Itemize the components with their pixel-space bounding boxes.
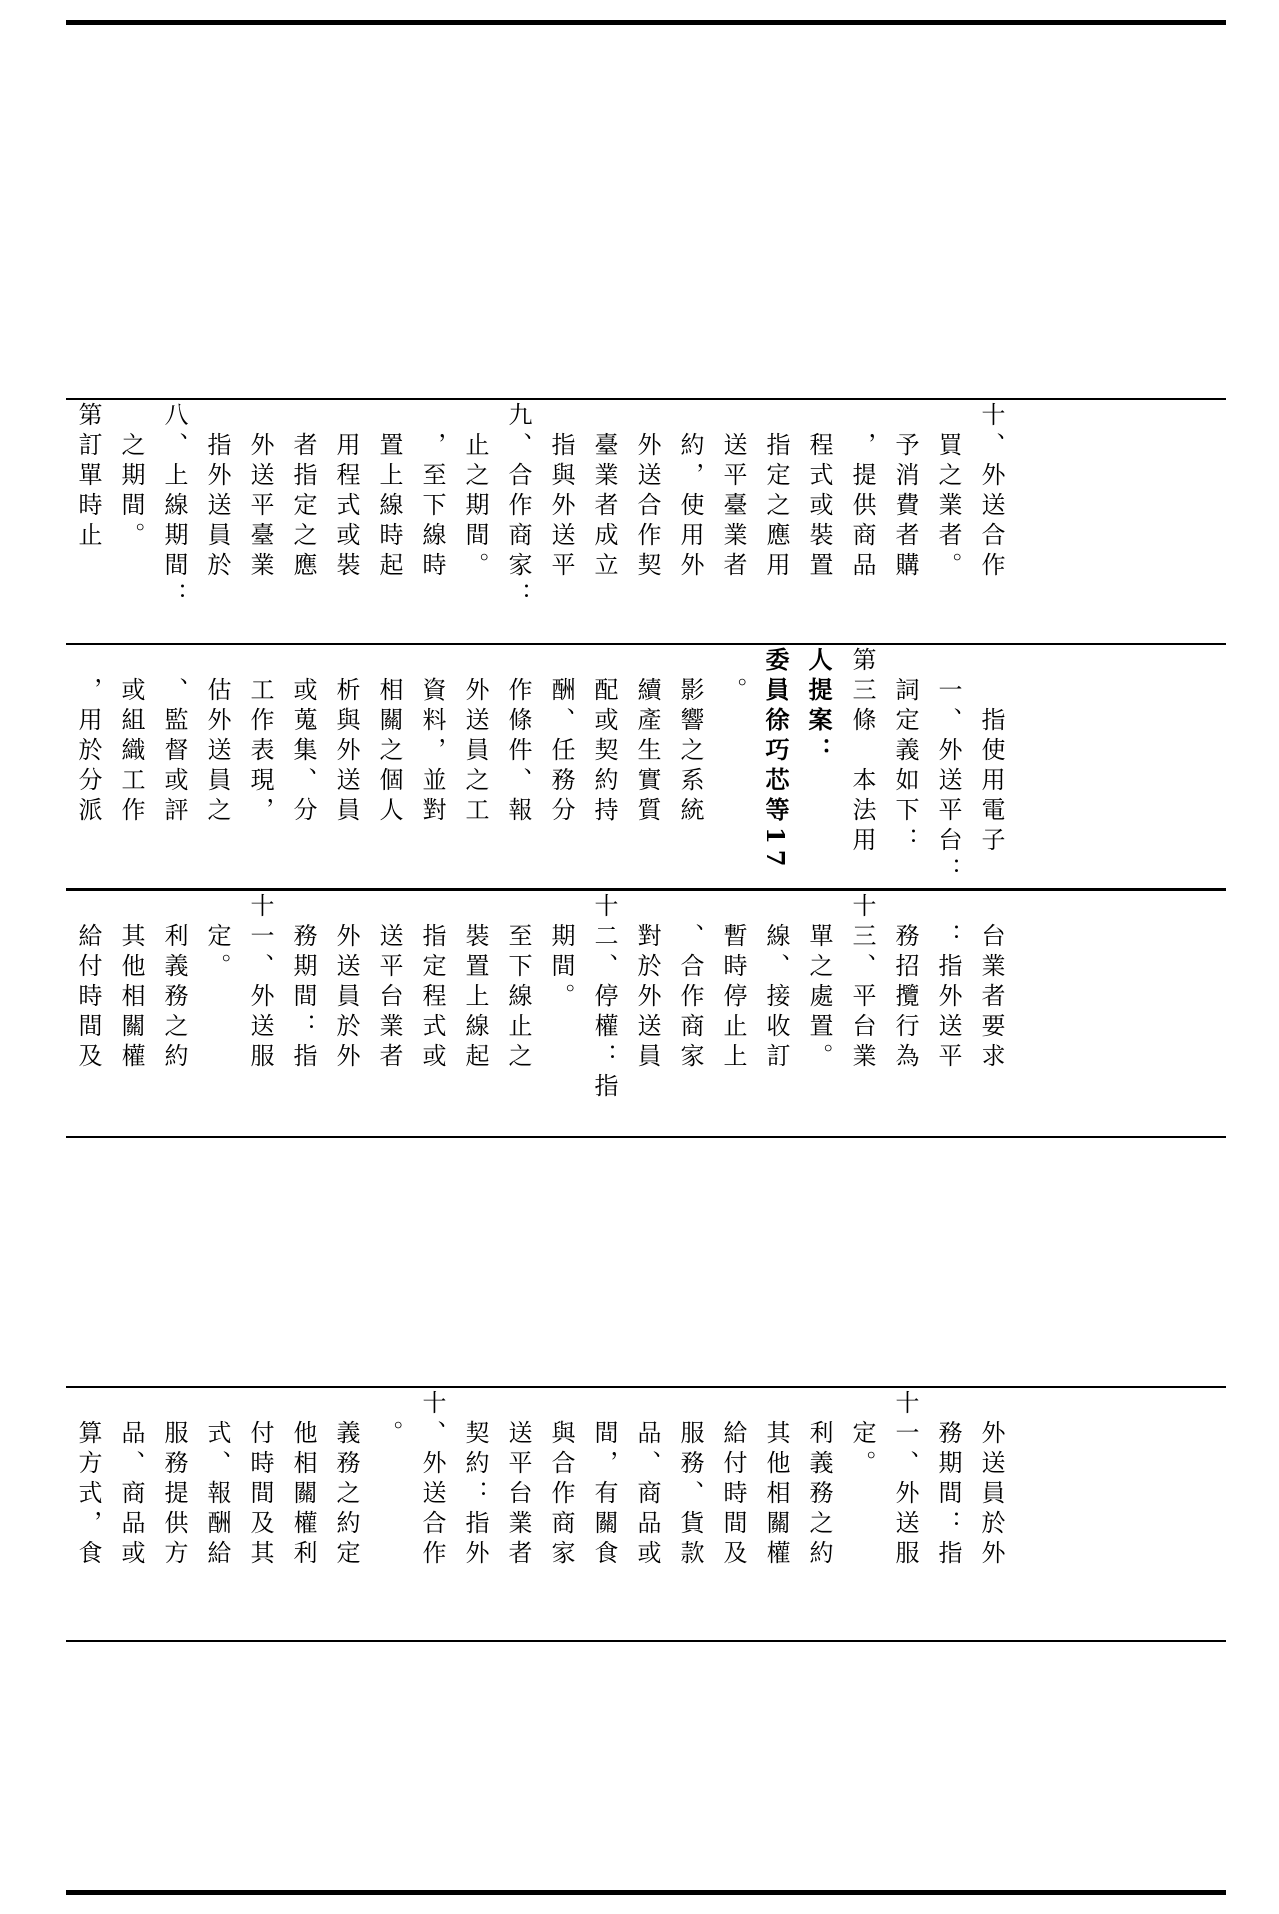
table-cell-definitions-11-13 <box>66 893 1226 1133</box>
table-cell-definitions-10-11 <box>66 1390 1226 1630</box>
text-column: 資料，並對 <box>418 647 446 827</box>
text-column: 工作表現， <box>246 647 274 827</box>
text-column: 裝置上線起 <box>461 893 489 1073</box>
text-column: ，至下線時 <box>418 402 446 582</box>
text-column: 義務之約定 <box>332 1390 360 1570</box>
text-column: 或蒐集、分 <box>289 647 317 827</box>
text-column: 利義務之約 <box>160 893 188 1073</box>
text-column: 十二、停權：指 <box>590 893 618 1103</box>
text-column: 程式或裝置 <box>805 402 833 582</box>
text-column: 作條件、報 <box>504 647 532 827</box>
text-column: 酬、任務分 <box>547 647 575 827</box>
row-divider-bold <box>66 888 1226 891</box>
text-column: 暫時停止上 <box>719 893 747 1073</box>
text-column: 務期間：指 <box>934 1390 962 1570</box>
text-column: 服務提供方 <box>160 1390 188 1570</box>
text-column: 指使用電子 <box>977 647 1005 857</box>
row-divider <box>66 1640 1226 1642</box>
text-column: 估外送員之 <box>203 647 231 827</box>
text-column: 十、外送合作 <box>977 402 1005 582</box>
text-column: 影響之系統 <box>676 647 704 827</box>
text-column: 指外送員於 <box>203 402 231 582</box>
text-column: 用程式或裝 <box>332 402 360 582</box>
table-cell-proposal-xu <box>66 647 1226 887</box>
text-column: 務招攬行為 <box>891 893 919 1073</box>
text-column: 品、商品或 <box>117 1390 145 1570</box>
row-divider <box>66 1136 1226 1138</box>
text-column: 詞定義如下： <box>891 647 919 857</box>
text-column: 指與外送平 <box>547 402 575 582</box>
text-column: 台業者要求 <box>977 893 1005 1073</box>
text-column: 外送員之工 <box>461 647 489 827</box>
text-column: 與合作商家 <box>547 1390 575 1570</box>
text-column: 間，有關食 <box>590 1390 618 1570</box>
row-divider <box>66 398 1226 400</box>
bottom-border <box>66 1890 1226 1895</box>
text-column: 務期間：指 <box>289 893 317 1073</box>
text-column: 送平臺業者 <box>719 402 747 582</box>
text-column: 九、合作商家： <box>504 402 532 612</box>
text-column: 外送合作契 <box>633 402 661 582</box>
top-border <box>66 20 1226 25</box>
text-column: 委員徐巧芯等17 <box>761 647 790 873</box>
text-column: 期間。 <box>547 893 575 1013</box>
text-column: 予消費者購 <box>891 402 919 582</box>
text-column: 送平台業者 <box>504 1390 532 1570</box>
row-divider <box>66 1386 1226 1388</box>
text-column: 給付時間及 <box>74 893 102 1073</box>
text-column: 至下線止之 <box>504 893 532 1073</box>
text-column: 指定之應用 <box>762 402 790 582</box>
text-column: 線、接收訂 <box>762 893 790 1073</box>
text-column: 、監督或評 <box>160 647 188 827</box>
text-column: 之期間。 <box>117 402 145 552</box>
text-column: 給付時間及 <box>719 1390 747 1570</box>
text-column: 一、外送平台： <box>934 647 962 887</box>
text-column: 。 <box>719 647 747 707</box>
row-divider <box>66 643 1226 645</box>
text-column: 服務、貨款 <box>676 1390 704 1570</box>
text-column: 指定程式或 <box>418 893 446 1073</box>
text-column: 者指定之應 <box>289 402 317 582</box>
text-column: 止之期間。 <box>461 402 489 582</box>
text-column: 外送平臺業 <box>246 402 274 582</box>
text-column: 算方式，食 <box>74 1390 102 1570</box>
text-column: ，提供商品 <box>848 402 876 582</box>
text-column: 第三條 本法用 <box>848 647 876 857</box>
text-column: 其他相關權 <box>762 1390 790 1570</box>
text-column: 其他相關權 <box>117 893 145 1073</box>
text-column: 買之業者。 <box>934 402 962 582</box>
text-column: 對於外送員 <box>633 893 661 1073</box>
text-column: ，用於分派 <box>74 647 102 827</box>
text-column: 第訂單時止 <box>74 402 102 552</box>
text-column: 定。 <box>848 1390 876 1480</box>
text-column: 送平台業者 <box>375 893 403 1073</box>
text-column: 定。 <box>203 893 231 983</box>
text-column: 式、報酬給 <box>203 1390 231 1570</box>
text-column: 單之處置。 <box>805 893 833 1073</box>
text-column: 外送員於外 <box>332 893 360 1073</box>
text-column: 續產生實質 <box>633 647 661 827</box>
text-column: 。 <box>375 1390 403 1450</box>
text-column: 人提案： <box>804 647 833 767</box>
text-column: ：指外送平 <box>934 893 962 1073</box>
text-column: 或組織工作 <box>117 647 145 827</box>
text-column: 約，使用外 <box>676 402 704 582</box>
text-column: 利義務之約 <box>805 1390 833 1570</box>
text-column: 十、外送合作 <box>418 1390 446 1570</box>
text-column: 十一、外送服 <box>246 893 274 1073</box>
text-column: 臺業者成立 <box>590 402 618 582</box>
text-column: 付時間及其 <box>246 1390 274 1570</box>
text-column: 析與外送員 <box>332 647 360 827</box>
text-column: 品、商品或 <box>633 1390 661 1570</box>
text-column: 、合作商家 <box>676 893 704 1073</box>
text-column: 十一、外送服 <box>891 1390 919 1570</box>
text-column: 置上線時起 <box>375 402 403 582</box>
text-column: 他相關權利 <box>289 1390 317 1570</box>
table-cell-definitions-8-10 <box>66 402 1226 642</box>
text-column: 十三、平台業 <box>848 893 876 1073</box>
text-column: 相關之個人 <box>375 647 403 827</box>
text-column: 契約：指外 <box>461 1390 489 1570</box>
text-column: 配或契約持 <box>590 647 618 827</box>
text-column: 八、上線期間： <box>160 402 188 612</box>
text-column: 外送員於外 <box>977 1390 1005 1570</box>
